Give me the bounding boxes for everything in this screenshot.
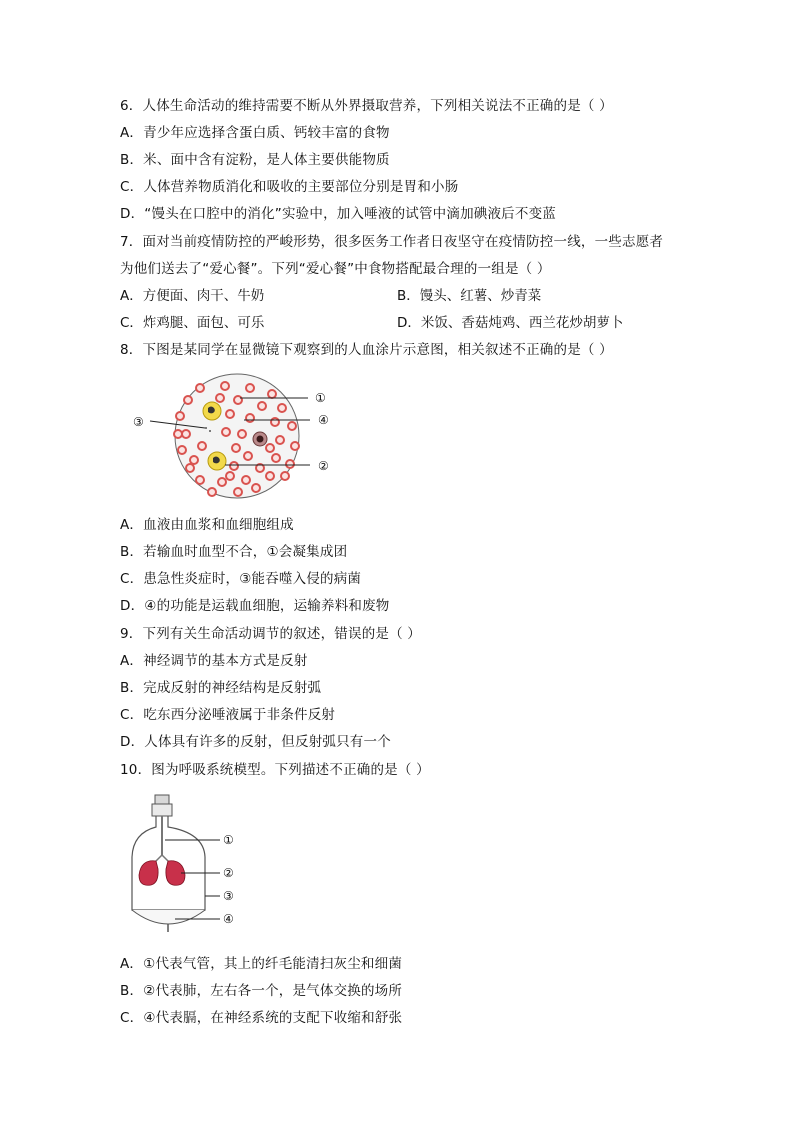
red-blood-cell — [198, 442, 206, 450]
red-blood-cell — [230, 462, 238, 470]
red-blood-cell — [286, 460, 294, 468]
label-4: ④ — [223, 912, 234, 926]
red-blood-cell — [244, 452, 252, 460]
q7-option-b: B．馒头、红薯、炒青菜 — [397, 288, 542, 304]
red-blood-cell — [176, 412, 184, 420]
q8-option-b: B．若输血时血型不合，①会凝集成团 — [120, 544, 348, 560]
red-blood-cell — [281, 472, 289, 480]
red-blood-cell — [234, 488, 242, 496]
red-blood-cell — [278, 404, 286, 412]
red-blood-cell — [266, 444, 274, 452]
red-blood-cell — [258, 402, 266, 410]
red-blood-cell — [246, 384, 254, 392]
red-blood-cell — [208, 488, 216, 496]
q10-option-a: A．①代表气管，其上的纤毛能清扫灰尘和细菌 — [120, 956, 403, 972]
q10-option-b: B．②代表肺，左右各一个，是气体交换的场所 — [120, 983, 403, 999]
red-blood-cell — [174, 430, 182, 438]
red-blood-cell — [222, 428, 230, 436]
q10-option-c: C．④代表膈，在神经系统的支配下收缩和舒张 — [120, 1010, 403, 1026]
q8-stem: 8．下图是某同学在显微镜下观察到的人血涂片示意图，相关叙述不正确的是（ ） — [120, 342, 613, 358]
red-blood-cell — [221, 382, 229, 390]
blood-smear-figure — [130, 376, 350, 506]
q6-stem: 6．人体生命活动的维持需要不断从外界摄取营养，下列相关说法不正确的是（ ） — [120, 98, 613, 114]
label-3: ③ — [223, 889, 234, 903]
label-3: ③ — [133, 415, 144, 429]
red-blood-cell — [234, 396, 242, 404]
q9-stem: 9．下列有关生命活动调节的叙述，错误的是（ ） — [120, 626, 421, 642]
label-2: ② — [223, 866, 234, 880]
red-blood-cell — [238, 430, 246, 438]
red-blood-cell — [190, 456, 198, 464]
red-blood-cell — [186, 464, 194, 472]
red-blood-cell — [266, 472, 274, 480]
q7-stem-line2: 为他们送去了“爱心餐”。下列“爱心餐”中食物搭配最合理的一组是（ ） — [120, 261, 551, 277]
q6-option-d: D．“馒头在口腔中的消化”实验中，加入唾液的试管中滴加碘液后不变蓝 — [120, 206, 556, 222]
red-blood-cell — [252, 484, 260, 492]
red-blood-cell — [218, 478, 226, 486]
q9-option-a: A．神经调节的基本方式是反射 — [120, 653, 308, 669]
red-blood-cell — [242, 476, 250, 484]
label-1: ① — [223, 833, 234, 847]
red-blood-cell — [226, 410, 234, 418]
q8-option-a: A．血液由血浆和血细胞组成 — [120, 517, 294, 533]
red-blood-cell — [291, 442, 299, 450]
white-blood-cell-2 — [208, 452, 226, 470]
red-blood-cell — [226, 472, 234, 480]
red-blood-cell — [216, 394, 224, 402]
q6-option-c: C．人体营养物质消化和吸收的主要部位分别是胃和小肠 — [120, 179, 459, 195]
red-blood-cell — [184, 396, 192, 404]
red-blood-cell — [232, 444, 240, 452]
q6-option-b: B．米、面中含有淀粉，是人体主要供能物质 — [120, 152, 390, 168]
red-blood-cell — [178, 446, 186, 454]
red-blood-cell — [182, 430, 190, 438]
red-blood-cell — [196, 476, 204, 484]
q6-option-a: A．青少年应选择含蛋白质、钙较丰富的食物 — [120, 125, 390, 141]
diaphragm-membrane — [132, 910, 205, 932]
bell-jar — [132, 795, 205, 910]
q9-option-b: B．完成反射的神经结构是反射弧 — [120, 680, 322, 696]
label-1: ① — [315, 391, 326, 405]
q8-option-c: C．患急性炎症时，③能吞噬入侵的病菌 — [120, 571, 362, 587]
respiratory-model-figure — [125, 795, 255, 945]
red-blood-cell — [271, 418, 279, 426]
q9-option-c: C．吃东西分泌唾液属于非条件反射 — [120, 707, 336, 723]
q9-option-d: D．人体具有许多的反射，但反射弧只有一个 — [120, 734, 391, 750]
q7-option-a: A．方便面、肉干、牛奶 — [120, 288, 265, 304]
label-4: ④ — [318, 413, 329, 427]
q8-option-d: D．④的功能是运载血细胞，运输养料和废物 — [120, 598, 390, 614]
lungs — [139, 855, 185, 885]
q7-stem-line1: 7．面对当前疫情防控的严峻形势，很多医务工作者日夜坚守在疫情防控一线，一些志愿者 — [120, 234, 664, 250]
red-blood-cell — [276, 436, 284, 444]
red-blood-cell — [196, 384, 204, 392]
white-blood-cell-3 — [253, 432, 267, 446]
white-blood-cell-1 — [203, 402, 221, 420]
q7-option-c: C．炸鸡腿、面包、可乐 — [120, 315, 265, 331]
q10-stem: 10．图为呼吸系统模型。下列描述不正确的是（ ） — [120, 762, 430, 778]
label-2: ② — [318, 459, 329, 473]
red-blood-cell — [268, 390, 276, 398]
red-blood-cell — [288, 422, 296, 430]
red-blood-cell — [272, 454, 280, 462]
q7-option-d: D．米饭、香菇炖鸡、西兰花炒胡萝卜 — [397, 315, 624, 331]
red-blood-cell — [246, 414, 254, 422]
